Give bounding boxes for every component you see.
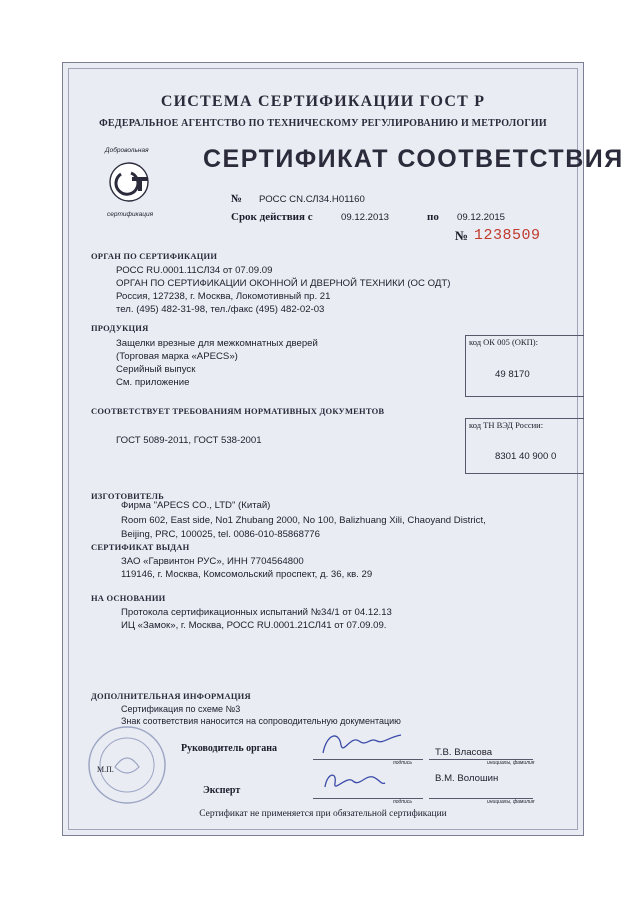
- blank-no-label: №: [455, 228, 469, 243]
- reg-no-value: РОСС CN.СЛ34.Н01160: [259, 194, 365, 205]
- head-sign-caption: подпись: [393, 760, 412, 766]
- basis-line: ИЦ «Замок», г. Москва, РОСС RU.0001.21СЛ41 от 07.09.09.: [121, 620, 387, 631]
- expert-name-caption: инициалы, фамилия: [487, 799, 535, 805]
- reg-no-label: №: [231, 193, 243, 205]
- agency-title: ФЕДЕРАЛЬНОЕ АГЕНТСТВО ПО ТЕХНИЧЕСКОМУ РЕГУЛИРОВАНИЮ И МЕТРОЛОГИИ: [99, 118, 547, 129]
- cert-body-line: РОСС RU.0001.11СЛ34 от 07.09.09: [116, 265, 273, 276]
- basis-heading: НА ОСНОВАНИИ: [91, 593, 166, 603]
- issued-to-heading: СЕРТИФИКАТ ВЫДАН: [91, 542, 190, 552]
- tnved-code-label: код ТН ВЭД России:: [469, 420, 544, 430]
- product-heading: ПРОДУКЦИЯ: [91, 323, 149, 333]
- tnved-code-value: 8301 40 900 0: [495, 451, 557, 462]
- manufacturer-line: Room 602, East side, No1 Zhubang 2000, No 100, Balizhuang Xili, Chaoyand District,: [121, 515, 486, 526]
- logo-bottom-text: сертификация: [107, 211, 154, 218]
- rst-logo: [99, 149, 163, 213]
- head-signature-icon: [317, 727, 407, 761]
- valid-to: 09.12.2015: [457, 212, 506, 223]
- issued-to-line: ЗАО «Гарвинтон РУС», ИНН 7704564800: [121, 556, 304, 567]
- head-name: Т.В. Власова: [435, 747, 493, 758]
- cert-body-line: ОРГАН ПО СЕРТИФИКАЦИИ ОКОННОЙ И ДВЕРНОЙ ТЕХНИКИ (ОС ОДТ): [116, 278, 451, 289]
- footer-note: Сертификат не применяется при обязательной сертификации: [199, 809, 447, 819]
- blank-no-value: 1238509: [474, 227, 541, 244]
- additional-line: Знак соответствия наносится на сопроводительную документацию: [121, 716, 401, 726]
- okp-code-label: код ОК 005 (ОКП):: [469, 337, 538, 347]
- issued-to-line: 119146, г. Москва, Комсомольский проспект, д. 36, кв. 29: [121, 569, 373, 580]
- validity-label: Срок действия с: [231, 211, 313, 223]
- valid-from: 09.12.2013: [341, 212, 390, 223]
- product-line: Серийный выпуск: [116, 364, 196, 375]
- cert-body-line: Россия, 127238, г. Москва, Локомотивный пр. 21: [116, 291, 331, 302]
- expert-label: Эксперт: [203, 785, 241, 796]
- cert-body-line: тел. (495) 482-31-98, тел./факс (495) 482-02-03: [116, 304, 325, 315]
- cert-body-heading: ОРГАН ПО СЕРТИФИКАЦИИ: [91, 251, 218, 261]
- logo-top-text: Добровольная: [105, 147, 149, 154]
- product-line: См. приложение: [116, 377, 190, 388]
- manufacturer-line: Beijing, PRC, 100025, tel. 0086-010-85868776: [121, 529, 320, 540]
- product-line: (Торговая марка «APECS»): [116, 351, 238, 362]
- manufacturer-line: Фирма "APECS CO., LTD" (Китай): [121, 500, 271, 511]
- product-line: Защелки врезные для межкомнатных дверей: [116, 338, 318, 349]
- head-label: Руководитель органа: [181, 743, 277, 754]
- basis-line: Протокола сертификационных испытаний №34/1 от 04.12.13: [121, 607, 392, 618]
- conformity-standards: ГОСТ 5089-2011, ГОСТ 538-2001: [116, 435, 262, 446]
- rst-logo-icon: [99, 149, 163, 213]
- expert-sign-caption: подпись: [393, 799, 412, 805]
- manufacturer-heading: ИЗГОТОВИТЕЛЬ: [91, 491, 164, 501]
- certificate-sheet: [62, 62, 624, 836]
- conformity-heading: СООТВЕТСТВУЕТ ТРЕБОВАНИЯМ НОРМАТИВНЫХ ДОКУМЕНТОВ: [91, 406, 385, 416]
- okp-code-value: 49 8170: [495, 369, 530, 380]
- system-title: СИСТЕМА СЕРТИФИКАЦИИ ГОСТ Р: [160, 93, 486, 110]
- additional-heading: ДОПОЛНИТЕЛЬНАЯ ИНФОРМАЦИЯ: [91, 691, 251, 701]
- valid-to-label: по: [427, 211, 439, 223]
- expert-signature-icon: [319, 765, 389, 797]
- additional-line: Сертификация по схеме №3: [121, 704, 241, 714]
- certificate-title: СЕРТИФИКАТ СООТВЕТСТВИЯ: [203, 145, 624, 173]
- expert-name: В.М. Волошин: [435, 773, 499, 784]
- head-name-caption: инициалы, фамилия: [487, 760, 535, 766]
- stamp-label: М.П.: [97, 765, 114, 774]
